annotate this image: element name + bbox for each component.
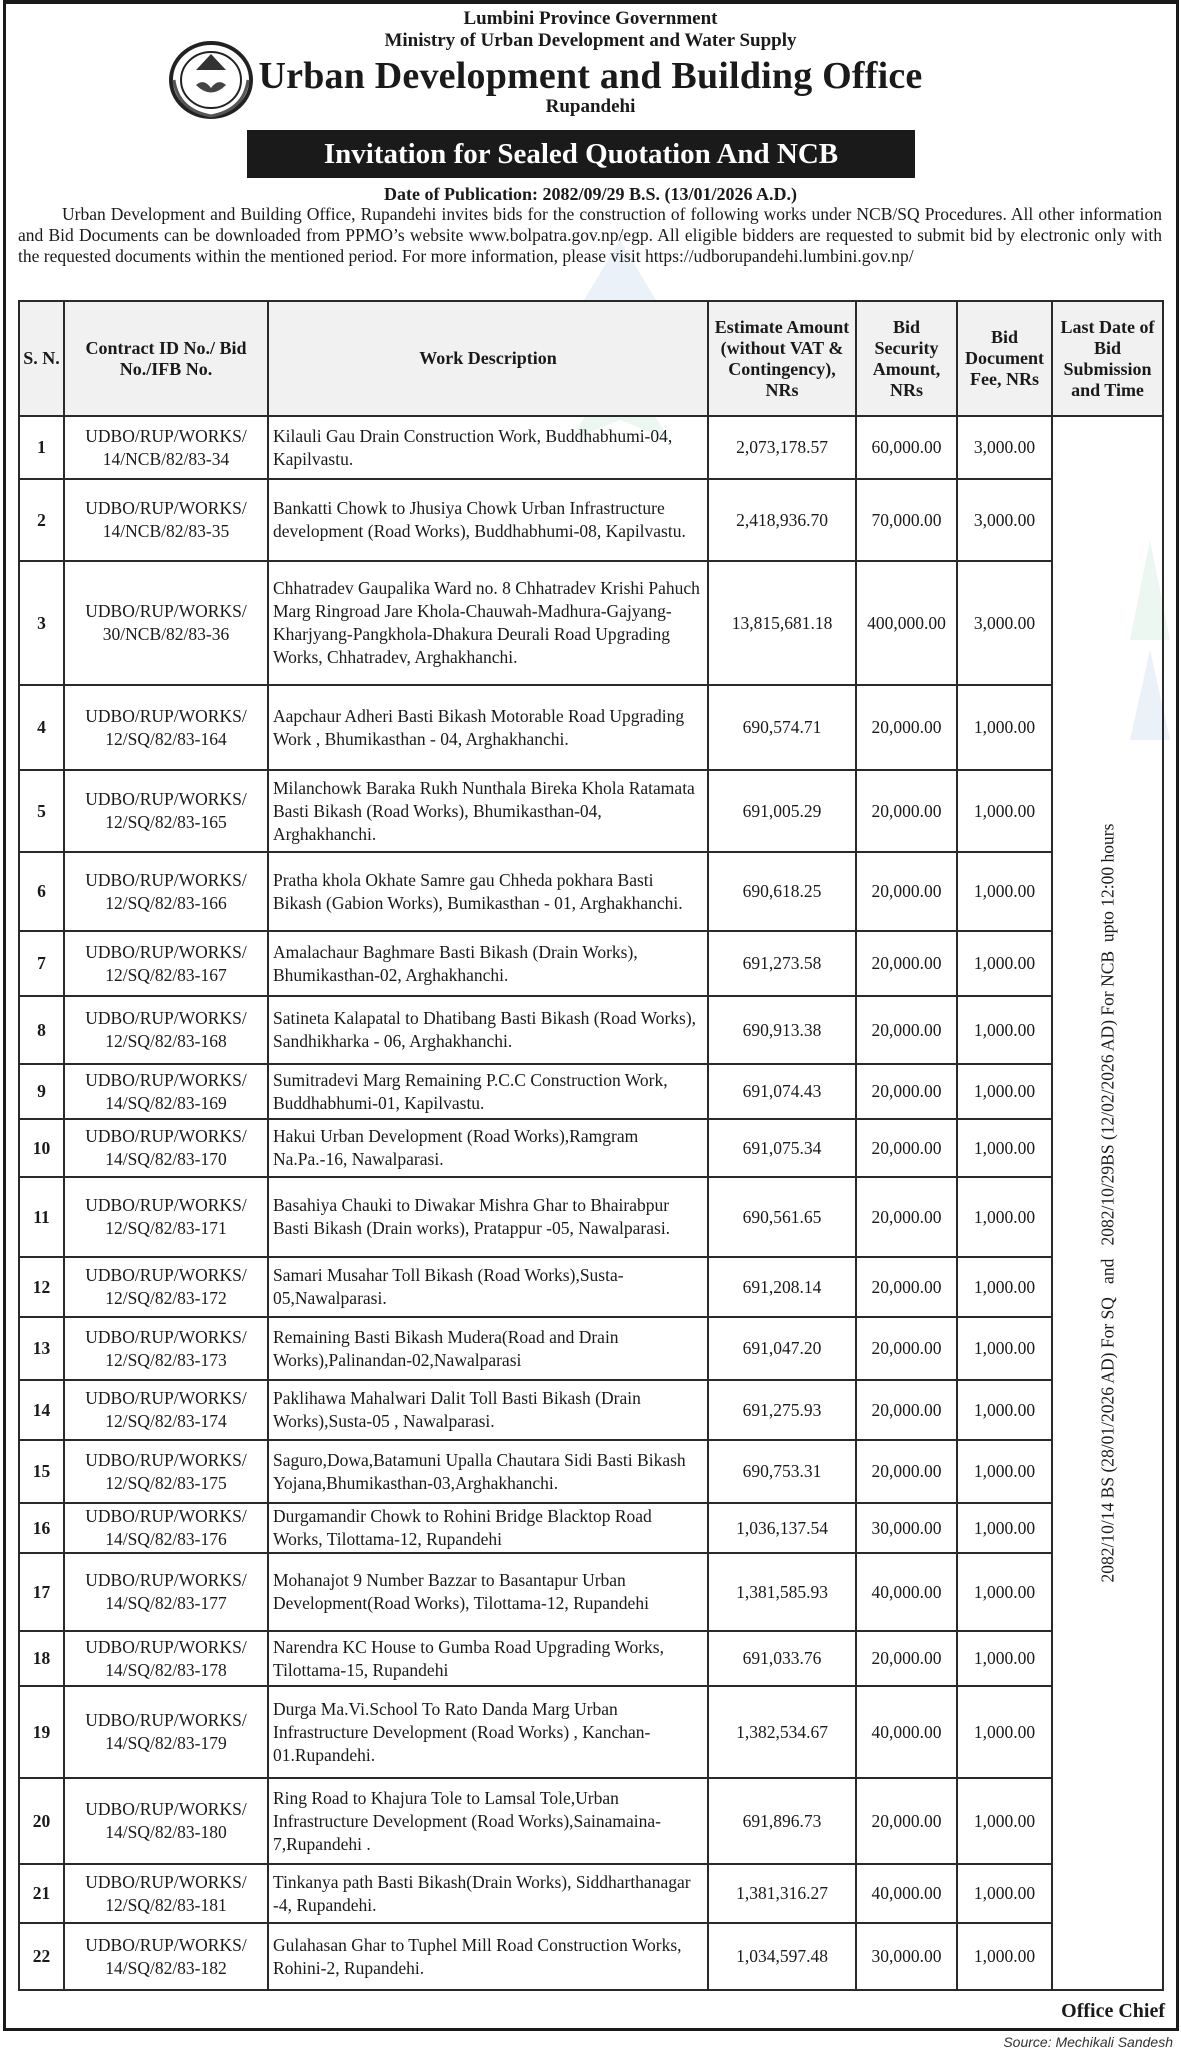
contract-id: [64, 1864, 268, 1923]
document-fee: 1,000.00: [957, 1119, 1052, 1177]
contract-id-line-1: UDBO/RUP/WORKS/: [85, 1069, 247, 1090]
table-body: [19, 416, 1163, 1990]
contract-id-line-2: 14/SQ/82/83-178: [105, 1659, 227, 1680]
table-row: [19, 1064, 1163, 1119]
estimate-amount: 690,753.31: [708, 1440, 856, 1503]
contract-id: [64, 479, 268, 561]
table-row: [19, 1923, 1163, 1990]
intro-paragraph: Urban Development and Building Office, Rupandehi invites bids for the construction of following works under NCB/SQ Procedures. All other information and Bid Documents can be downloaded from PPMO’s website www.bolpatra.gov.np/egp. All eligible bidders are requested to submit bid by electronic only with the requested documents within the mentioned period. For more information, please visit https://udborupandehi.lumbini.gov.np/: [18, 204, 1162, 266]
contract-id: [64, 1553, 268, 1631]
estimate-amount: 1,034,597.48: [708, 1923, 856, 1990]
estimate-amount: 690,561.65: [708, 1177, 856, 1257]
bid-security-amount: 40,000.00: [856, 1553, 957, 1631]
serial-number: 13: [19, 1317, 64, 1380]
contract-id-line-1: UDBO/RUP/WORKS/: [85, 705, 247, 726]
document-fee: 1,000.00: [957, 1317, 1052, 1380]
document-fee: 1,000.00: [957, 1631, 1052, 1686]
bid-table: [18, 300, 1164, 1991]
serial-number: 20: [19, 1778, 64, 1864]
table-row: [19, 416, 1163, 479]
estimate-amount: 2,073,178.57: [708, 416, 856, 479]
header-sn: S. N.: [19, 301, 64, 416]
work-description: Gulahasan Ghar to Tuphel Mill Road Construction Works, Rohini-2, Rupandehi.: [268, 1923, 708, 1990]
table-row: [19, 685, 1163, 770]
contract-id-line-1: UDBO/RUP/WORKS/: [85, 1871, 247, 1892]
serial-number: 3: [19, 561, 64, 685]
header-bid-security: Bid Security Amount, NRs: [856, 301, 957, 416]
bid-security-amount: 40,000.00: [856, 1686, 957, 1778]
work-description: Paklihawa Mahalwari Dalit Toll Basti Bikash (Drain Works),Susta-05 , Nawalparasi.: [268, 1380, 708, 1440]
table-row: [19, 1864, 1163, 1923]
table-header-row: [19, 301, 1163, 416]
contract-id-line-2: 14/SQ/82/83-169: [105, 1092, 227, 1113]
estimate-amount: 1,382,534.67: [708, 1686, 856, 1778]
document-fee: 1,000.00: [957, 1177, 1052, 1257]
contract-id-line-2: 14/SQ/82/83-170: [105, 1149, 227, 1169]
contract-id-line-2: 12/SQ/82/83-181: [105, 1894, 227, 1915]
document-fee: 1,000.00: [957, 931, 1052, 996]
table-row: [19, 479, 1163, 561]
work-description: Kilauli Gau Drain Construction Work, Buddhabhumi-04, Kapilvastu.: [268, 416, 708, 479]
serial-number: 18: [19, 1631, 64, 1686]
contract-id-line-1: UDBO/RUP/WORKS/: [85, 1326, 247, 1347]
contract-id-line-1: UDBO/RUP/WORKS/: [85, 1008, 247, 1028]
contract-id-line-2: 12/SQ/82/83-173: [105, 1349, 227, 1370]
estimate-amount: 1,381,585.93: [708, 1553, 856, 1631]
bid-security-amount: 30,000.00: [856, 1923, 957, 1990]
contract-id-line-2: 14/NCB/82/83-35: [102, 521, 230, 541]
contract-id-line-2: 14/NCB/82/83-34: [102, 448, 230, 469]
contract-id-line-2: 12/SQ/82/83-172: [105, 1288, 227, 1308]
bid-security-amount: 20,000.00: [856, 1317, 957, 1380]
document-fee: 1,000.00: [957, 1864, 1052, 1923]
estimate-amount: 691,273.58: [708, 931, 856, 996]
work-description: Pratha khola Okhate Samre gau Chheda pokhara Basti Bikash (Gabion Works), Bumikasthan - 01, Arghakhanchi.: [268, 852, 708, 931]
notice-title-banner: Invitation for Sealed Quotation And NCB: [247, 130, 915, 178]
work-description: Hakui Urban Development (Road Works),Ramgram Na.Pa.-16, Nawalparasi.: [268, 1119, 708, 1177]
work-description: Chhatradev Gaupalika Ward no. 8 Chhatradev Krishi Pahuch Marg Ringroad Jare Khola-Chauwah-Madhura-Gajyang-Kharjyang-Pangkhola-Dhakura Deurali Road Upgrading Works, Chhatradev, Arghakhanchi.: [268, 561, 708, 685]
header-document-fee: Bid Document Fee, NRs: [957, 301, 1052, 416]
contract-id-line-2: 12/SQ/82/83-167: [105, 964, 227, 985]
estimate-amount: 691,075.34: [708, 1119, 856, 1177]
document-fee: 1,000.00: [957, 770, 1052, 852]
contract-id: [64, 1440, 268, 1503]
contract-id-line-1: UDBO/RUP/WORKS/: [85, 869, 247, 890]
work-description: Milanchowk Baraka Rukh Nunthala Bireka Khola Ratamata Basti Bikash (Road Works), Bhumikasthan-04, Arghakhanchi.: [268, 770, 708, 852]
work-description: Satineta Kalapatal to Dhatibang Basti Bikash (Road Works), Sandhikharka - 06, Arghakhanchi.: [268, 996, 708, 1064]
work-description: Durga Ma.Vi.School To Rato Danda Marg Urban Infrastructure Development (Road Works) , Kanchan-01.Rupandehi.: [268, 1686, 708, 1778]
publication-date: Date of Publication: 2082/09/29 B.S. (13/01/2026 A.D.): [384, 184, 797, 204]
serial-number: 10: [19, 1119, 64, 1177]
table-row: [19, 1257, 1163, 1317]
bid-security-amount: 20,000.00: [856, 1380, 957, 1440]
contract-id-line-1: UDBO/RUP/WORKS/: [85, 1506, 247, 1526]
contract-id: [64, 1064, 268, 1119]
work-description: Tinkanya path Basti Bikash(Drain Works), Siddharthanagar -4, Rupandehi.: [268, 1864, 708, 1923]
estimate-amount: 1,381,316.27: [708, 1864, 856, 1923]
work-description: Aapchaur Adheri Basti Bikash Motorable Road Upgrading Work , Bhumikasthan - 04, Arghakhanchi.: [268, 685, 708, 770]
government-name: Lumbini Province Government: [463, 8, 718, 29]
ministry-name: Ministry of Urban Development and Water Supply: [384, 30, 797, 51]
contract-id-line-1: UDBO/RUP/WORKS/: [85, 1449, 247, 1470]
serial-number: 12: [19, 1257, 64, 1317]
contract-id-line-1: UDBO/RUP/WORKS/: [85, 1710, 247, 1730]
document-fee: 1,000.00: [957, 1440, 1052, 1503]
contract-id-line-1: UDBO/RUP/WORKS/: [85, 1636, 247, 1657]
contract-id: [64, 416, 268, 479]
contract-id-line-2: 12/SQ/82/83-174: [105, 1411, 227, 1431]
estimate-amount: 691,047.20: [708, 1317, 856, 1380]
bid-security-amount: 20,000.00: [856, 685, 957, 770]
last-date-cell: [1052, 416, 1163, 1990]
document-fee: 1,000.00: [957, 1503, 1052, 1553]
contract-id: [64, 1119, 268, 1177]
contract-id: [64, 1923, 268, 1990]
serial-number: 15: [19, 1440, 64, 1503]
source-credit: Source: Mechikali Sandesh: [1003, 2034, 1173, 2050]
work-description: Sumitradevi Marg Remaining P.C.C Construction Work, Buddhabhumi-01, Kapilvastu.: [268, 1064, 708, 1119]
table-row: [19, 561, 1163, 685]
serial-number: 16: [19, 1503, 64, 1553]
work-description: Mohanajot 9 Number Bazzar to Basantapur Urban Development(Road Works), Tilottama-12, Rupandehi: [268, 1553, 708, 1631]
work-description: Saguro,Dowa,Batamuni Upalla Chautara Sidi Basti Bikash Yojana,Bhumikasthan-03,Arghakhanchi.: [268, 1440, 708, 1503]
contract-id: [64, 852, 268, 931]
contract-id: [64, 931, 268, 996]
contract-id: [64, 770, 268, 852]
bid-security-amount: 20,000.00: [856, 1631, 957, 1686]
serial-number: 7: [19, 931, 64, 996]
contract-id: [64, 1631, 268, 1686]
estimate-amount: 690,574.71: [708, 685, 856, 770]
serial-number: 19: [19, 1686, 64, 1778]
bid-security-amount: 400,000.00: [856, 561, 957, 685]
header-contract-id: Contract ID No./ Bid No./IFB No.: [64, 301, 268, 416]
bid-security-amount: 20,000.00: [856, 931, 957, 996]
district-name: Rupandehi: [545, 96, 636, 117]
document-fee: 1,000.00: [957, 996, 1052, 1064]
work-description: Samari Musahar Toll Bikash (Road Works),Susta-05,Nawalparasi.: [268, 1257, 708, 1317]
document-fee: 3,000.00: [957, 416, 1052, 479]
contract-id-line-2: 12/SQ/82/83-166: [105, 892, 227, 913]
work-description: Durgamandir Chowk to Rohini Bridge Blacktop Road Works, Tilottama-12, Rupandehi: [268, 1503, 708, 1553]
header-work-description: Work Description: [268, 301, 708, 416]
estimate-amount: 691,275.93: [708, 1380, 856, 1440]
contract-id-line-1: UDBO/RUP/WORKS/: [85, 601, 247, 621]
bid-security-amount: 60,000.00: [856, 416, 957, 479]
serial-number: 4: [19, 685, 64, 770]
document-fee: 1,000.00: [957, 685, 1052, 770]
contract-id-line-2: 30/NCB/82/83-36: [102, 624, 230, 644]
work-description: Basahiya Chauki to Diwakar Mishra Ghar to Bhairabpur Basti Bikash (Drain works), Pratappur -05, Nawalparasi.: [268, 1177, 708, 1257]
bid-security-amount: 70,000.00: [856, 479, 957, 561]
contract-id-line-1: UDBO/RUP/WORKS/: [85, 941, 247, 962]
office-name: Urban Development and Building Office: [258, 55, 923, 97]
estimate-amount: 691,005.29: [708, 770, 856, 852]
table-row: [19, 1631, 1163, 1686]
contract-id: [64, 1317, 268, 1380]
contract-id-line-1: UDBO/RUP/WORKS/: [85, 498, 247, 518]
bid-security-amount: 20,000.00: [856, 1440, 957, 1503]
bid-security-amount: 20,000.00: [856, 1257, 957, 1317]
estimate-amount: 13,815,681.18: [708, 561, 856, 685]
table-row: [19, 931, 1163, 996]
document-fee: 1,000.00: [957, 1553, 1052, 1631]
estimate-amount: 691,033.76: [708, 1631, 856, 1686]
work-description: Narendra KC House to Gumba Road Upgrading Works, Tilottama-15, Rupandehi: [268, 1631, 708, 1686]
bid-security-amount: 20,000.00: [856, 1177, 957, 1257]
table-row: [19, 852, 1163, 931]
contract-id: [64, 685, 268, 770]
table-row: [19, 1553, 1163, 1631]
estimate-amount: 690,618.25: [708, 852, 856, 931]
estimate-amount: 691,208.14: [708, 1257, 856, 1317]
contract-id-line-2: 14/SQ/82/83-182: [105, 1957, 227, 1978]
serial-number: 9: [19, 1064, 64, 1119]
work-description: Amalachaur Baghmare Basti Bikash (Drain Works), Bhumikasthan-02, Arghakhanchi.: [268, 931, 708, 996]
bid-security-amount: 40,000.00: [856, 1864, 957, 1923]
header-last-date: Last Date of Bid Submission and Time: [1052, 301, 1163, 416]
document-fee: 1,000.00: [957, 1064, 1052, 1119]
signatory: Office Chief: [1061, 2000, 1165, 2022]
document-fee: 1,000.00: [957, 852, 1052, 931]
bid-security-amount: 20,000.00: [856, 770, 957, 852]
contract-id-line-1: UDBO/RUP/WORKS/: [85, 425, 247, 446]
document-fee: 3,000.00: [957, 479, 1052, 561]
document-fee: 1,000.00: [957, 1686, 1052, 1778]
table-row: [19, 996, 1163, 1064]
serial-number: 1: [19, 416, 64, 479]
contract-id: [64, 1177, 268, 1257]
contract-id-line-1: UDBO/RUP/WORKS/: [85, 1799, 247, 1819]
serial-number: 2: [19, 479, 64, 561]
contract-id-line-2: 12/SQ/82/83-165: [105, 812, 227, 832]
contract-id-line-1: UDBO/RUP/WORKS/: [85, 1126, 247, 1146]
contract-id: [64, 561, 268, 685]
table-row: [19, 770, 1163, 852]
contract-id-line-1: UDBO/RUP/WORKS/: [85, 1388, 247, 1408]
bid-security-amount: 30,000.00: [856, 1503, 957, 1553]
document-fee: 1,000.00: [957, 1778, 1052, 1864]
work-description: Remaining Basti Bikash Mudera(Road and Drain Works),Palinandan-02,Nawalparasi: [268, 1317, 708, 1380]
table-row: [19, 1119, 1163, 1177]
serial-number: 22: [19, 1923, 64, 1990]
contract-id-line-2: 12/SQ/82/83-168: [105, 1031, 227, 1051]
table-row: [19, 1177, 1163, 1257]
estimate-amount: 690,913.38: [708, 996, 856, 1064]
contract-id: [64, 1257, 268, 1317]
document-fee: 1,000.00: [957, 1257, 1052, 1317]
contract-id-line-1: UDBO/RUP/WORKS/: [85, 789, 247, 809]
contract-id-line-2: 14/SQ/82/83-179: [105, 1733, 227, 1753]
estimate-amount: 691,074.43: [708, 1064, 856, 1119]
contract-id-line-2: 12/SQ/82/83-175: [105, 1472, 227, 1493]
serial-number: 8: [19, 996, 64, 1064]
contract-id: [64, 1503, 268, 1553]
header-estimate-amount: Estimate Amount (without VAT & Contingency), NRs: [708, 301, 856, 416]
contract-id: [64, 1778, 268, 1864]
bid-security-amount: 20,000.00: [856, 996, 957, 1064]
contract-id: [64, 1380, 268, 1440]
bid-security-amount: 20,000.00: [856, 852, 957, 931]
table-row: [19, 1503, 1163, 1553]
serial-number: 14: [19, 1380, 64, 1440]
table-row: [19, 1317, 1163, 1380]
serial-number: 11: [19, 1177, 64, 1257]
document-fee: 1,000.00: [957, 1923, 1052, 1990]
contract-id-line-2: 12/SQ/82/83-164: [105, 728, 227, 749]
table-row: [19, 1440, 1163, 1503]
document-fee: 3,000.00: [957, 561, 1052, 685]
bid-security-amount: 20,000.00: [856, 1064, 957, 1119]
contract-id-line-2: 14/SQ/82/83-180: [105, 1822, 227, 1842]
contract-id-line-1: UDBO/RUP/WORKS/: [85, 1934, 247, 1955]
contract-id: [64, 996, 268, 1064]
contract-id-line-2: 14/SQ/82/83-176: [105, 1529, 227, 1549]
bid-security-amount: 20,000.00: [856, 1119, 957, 1177]
contract-id-line-1: UDBO/RUP/WORKS/: [85, 1265, 247, 1285]
table-row: [19, 1686, 1163, 1778]
estimate-amount: 691,896.73: [708, 1778, 856, 1864]
contract-id-line-2: 12/SQ/82/83-171: [105, 1218, 227, 1238]
serial-number: 17: [19, 1553, 64, 1631]
document-fee: 1,000.00: [957, 1380, 1052, 1440]
work-description: Ring Road to Khajura Tole to Lamsal Tole,Urban Infrastructure Development (Road Works),Sainamaina-7,Rupandehi .: [268, 1778, 708, 1864]
contract-id: [64, 1686, 268, 1778]
bid-security-amount: 20,000.00: [856, 1778, 957, 1864]
table-row: [19, 1778, 1163, 1864]
last-date-submission-text: 2082/10/14 BS (28/01/2026 AD) For SQ and 2082/10/29BS (12/02/2026 AD) For NCB upto 12:00 hours: [1097, 823, 1117, 1583]
work-description: Bankatti Chowk to Jhusiya Chowk Urban Infrastructure development (Road Works), Buddhabhumi-08, Kapilvastu.: [268, 479, 708, 561]
estimate-amount: 2,418,936.70: [708, 479, 856, 561]
estimate-amount: 1,036,137.54: [708, 1503, 856, 1553]
contract-id-line-1: UDBO/RUP/WORKS/: [85, 1195, 247, 1215]
contract-id-line-1: UDBO/RUP/WORKS/: [85, 1570, 247, 1590]
serial-number: 21: [19, 1864, 64, 1923]
contract-id-line-2: 14/SQ/82/83-177: [105, 1593, 227, 1613]
table-row: [19, 1380, 1163, 1440]
serial-number: 5: [19, 770, 64, 852]
serial-number: 6: [19, 852, 64, 931]
